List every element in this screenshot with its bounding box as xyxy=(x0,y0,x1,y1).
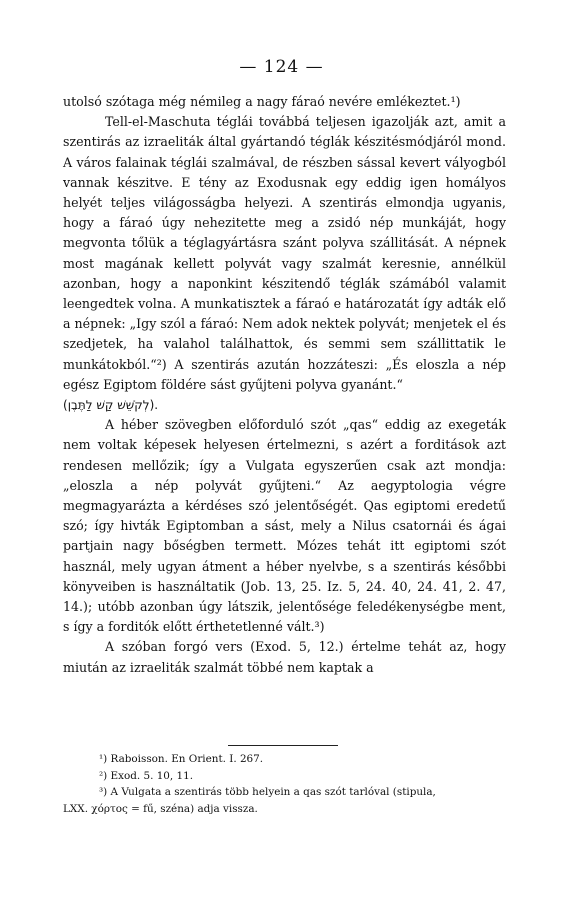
paragraph-1: utolsó szótaga még némileg a nagy fáraó nevére emlékeztet.¹) xyxy=(63,94,461,109)
paragraph-4: A szóban forgó vers (Exod. 5, 12.) értelme tehát az, hogy miután az izraeliták szalmát többé nem kaptak a xyxy=(63,639,506,675)
page-number: — 124 — xyxy=(239,57,324,77)
paragraph-3: A héber szövegben előforduló szót „qas“ eddig az exegeták nem voltak képesek helyesen értelmezni, s azért a forditások azt rendesen mellőzik; így a Vulgata egyszerűen csak azt mondja: „eloszla a nép polyvát gyűjteni.“ Az aegyptologia végre megmagyarázta a kérdéses szó jelentőségét. Qas egiptomi eredetű szó; így hivták Egiptomban a sást, mely a Nilus csatornái és ágai partjain nagy bőségben termett. Mózes tehát itt egiptomi szót használ, mely ugyan átment a héber nyelvbe, s a szentirás későbbi könyveiben is használtatik (Job. 13, 25. Iz. 5, 24. 40, 24. 41, 2. 47, 14.); utóbb azonban úgy látszik, jelentősége feledékenységbe ment, s így a forditók előtt érthetetlenné vált.³) xyxy=(63,417,506,635)
footnotes xyxy=(63,751,506,817)
hebrew-text: (לְקֹשֵׁשׁ קַשׁ לַתֶּבֶן). xyxy=(63,398,159,413)
main-text xyxy=(63,92,506,678)
footnote-3: ³) A Vulgata a szentirás több helyein a qas szót tarlóval (stipula, xyxy=(99,786,436,798)
paragraph-2: Tell-el-Maschuta téglái továbbá teljesen igazolják azt, amit a szentirás az izraeliták által gyártandó téglák készitésmódjáról mond. A város falainak téglái szalmával, de részben sással kevert vályogból vannak készitve. E tény az Exodusnak egy eddig igen homályos helyét teljes világosságba helyezi. A szentirás elmondja ugyanis, hogy a fáraó úgy nehezitette meg a zsidó nép munkáját, hogy megvonta tőlük a téglagyártásra szánt polyva szállitását. A népnek most magának kellett polyvát vagy szalmát keresnie, annélkül azonban, hogy a naponkint készitendő téglák számából valamit leengedtek volna. A munkatisztek a fáraó e határozatát így adták elő a népnek: „Igy szól a fáraó: Nem adok nektek polyvát; menjetek el és szedjetek, ha valahol találhattok, és semmi sem szállittatik le munkátokból.“²) A szentirás azután hozzáteszi: „És eloszla a nép egész Egiptom földére sást gyűjteni polyva gyanánt.“ xyxy=(63,114,506,392)
footnote-1: ¹) Raboisson. En Orient. I. 267. xyxy=(99,753,264,765)
footnote-3-continued: LXX. χόρτος = fű, széna) adja vissza. xyxy=(63,802,258,815)
footnote-2: ²) Exod. 5. 10, 11. xyxy=(99,769,194,782)
hebrew-quote xyxy=(63,395,506,415)
footnote-divider xyxy=(228,745,338,746)
